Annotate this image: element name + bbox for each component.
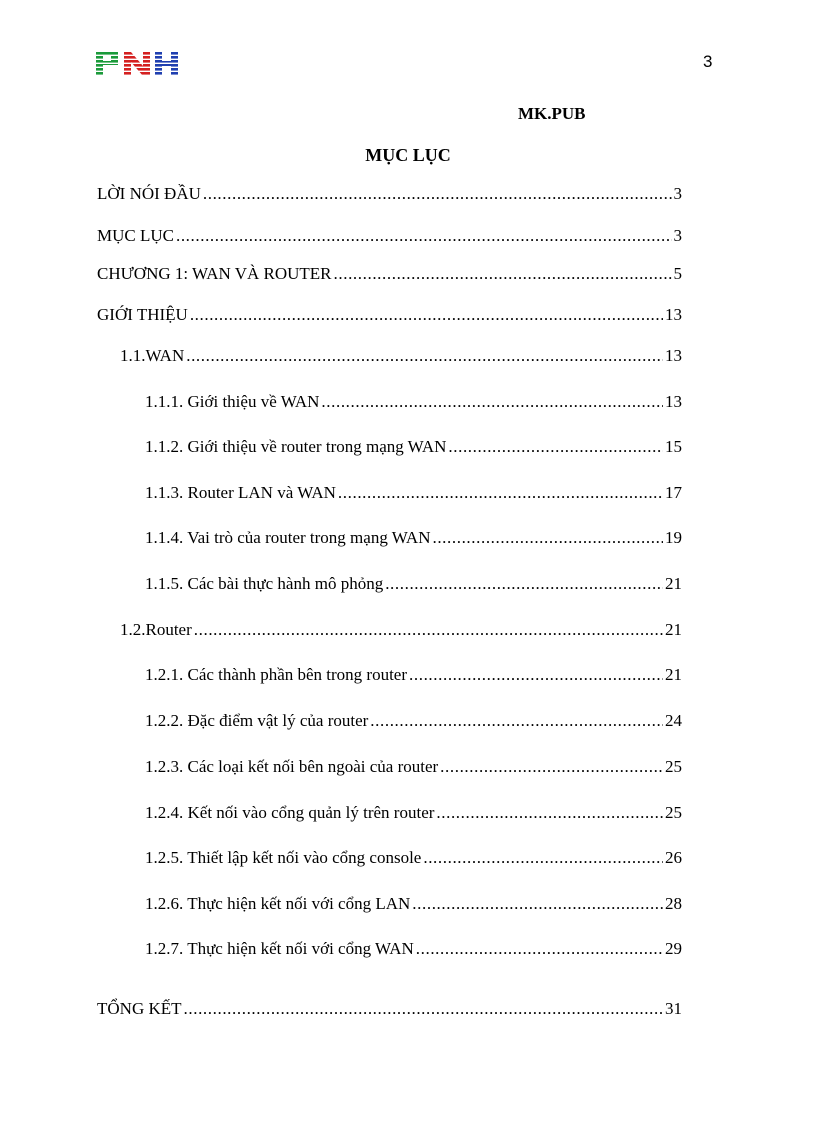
toc-entry-page: 26 [665,848,682,867]
toc-entry-page: 3 [673,184,682,203]
toc-entry[interactable] [97,264,682,288]
toc-entry[interactable] [145,939,682,963]
toc-entry-page: 13 [665,346,682,365]
toc-entry-label: MỤC LỤC [97,226,174,245]
toc-entry-label: TỔNG KẾT [97,999,182,1018]
toc-entry[interactable] [145,483,682,507]
toc-entry-label: 1.2.3. Các loại kết nối bên ngoài của router [145,757,439,776]
toc-entry-page: 21 [665,620,682,639]
toc-entry-label: GIỚI THIỆU [97,305,188,324]
toc-entry-label: 1.2.1. Các thành phần bên trong router [145,665,408,684]
toc-entry-page: 25 [665,803,682,822]
toc-entry-label: 1.2.5. Thiết lập kết nối vào cổng console [145,848,422,867]
toc-entry-page: 31 [665,999,682,1018]
toc-entry-label: 1.1.3. Router LAN và WAN [145,483,336,502]
toc-entry-label: LỜI NÓI ĐẦU [97,184,201,203]
toc-entry-label: 1.2.6. Thực hiện kết nối với cổng LAN [145,894,411,913]
toc-entry-label: 1.1.4. Vai trò của router trong mạng WAN [145,528,431,547]
toc-entry[interactable] [145,528,682,552]
toc-entry[interactable] [145,711,682,735]
toc-entry-page: 28 [665,894,682,913]
toc-entry-label: 1.2.4. Kết nối vào cổng quản lý trên router [145,803,435,822]
toc-entry[interactable] [145,757,682,781]
toc-entry-label: 1.1.2. Giới thiệu về router trong mạng WAN [145,437,447,456]
toc-entry-page: 13 [665,305,682,324]
toc-entry-label: 1.1.1. Giới thiệu về WAN [145,392,320,411]
toc-entry-page: 19 [665,528,682,547]
toc-entry-page: 3 [673,226,682,245]
pnh-logo-graphic [96,52,178,76]
toc-entry-page: 21 [665,574,682,593]
toc-entry-label: 1.2.2. Đặc điểm vật lý của router [145,711,369,730]
toc-entry[interactable] [97,184,682,208]
toc-entry-label: 1.2.Router [120,620,192,639]
toc-entry[interactable] [145,392,682,416]
toc-entry-page: 21 [665,665,682,684]
toc-entry-page: 5 [673,264,682,283]
toc-entry-page: 25 [665,757,682,776]
toc-entry-page: 15 [665,437,682,456]
publisher-label: MK.PUB [518,104,586,123]
toc-entry[interactable] [97,226,682,250]
toc-entry[interactable] [145,574,682,598]
toc-entry[interactable] [97,999,682,1023]
toc-entry[interactable] [120,620,682,644]
toc-entry[interactable] [145,665,682,689]
toc-title: MỤC LỤC [365,145,451,165]
toc-entry-page: 17 [665,483,682,502]
page-number: 3 [703,52,713,71]
toc-entry[interactable] [145,894,682,918]
toc-entry-page: 29 [665,939,682,958]
toc-entry[interactable] [145,803,682,827]
toc-entry-label: 1.2.7. Thực hiện kết nối với cổng WAN [145,939,414,958]
toc-entry-page: 13 [665,392,682,411]
toc-entry[interactable] [145,848,682,872]
toc-entry[interactable] [97,305,682,329]
toc-entry-label: 1.1.WAN [120,346,185,365]
pnh-logo [96,52,178,76]
toc-entry-label: CHƯƠNG 1: WAN VÀ ROUTER [97,264,332,283]
toc-entry-page: 24 [665,711,682,730]
toc-entry[interactable] [145,437,682,461]
toc-entry[interactable] [120,346,682,370]
toc-entry-label: 1.1.5. Các bài thực hành mô phỏng [145,574,384,593]
